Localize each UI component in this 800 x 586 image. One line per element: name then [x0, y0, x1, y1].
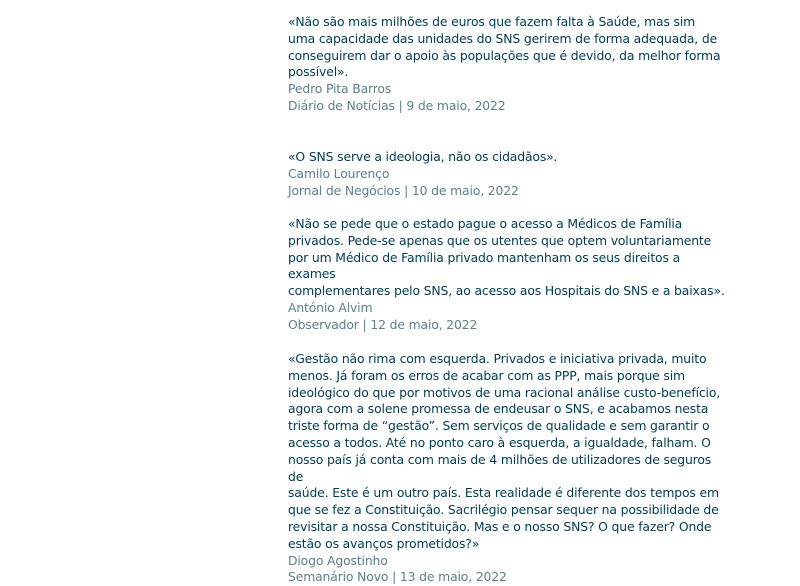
quote-text: «Não se pede que o estado pague o acesso a Médicos de Família privados. Pede-se apenas que os utentes que optem voluntariamente por um Médico de Família privado mantenham os seus direitos a exames complementares pelo SNS, ao acesso aos Hospitais do SNS e a baixas».: [288, 216, 725, 299]
quote-author: Diogo Agostinho: [288, 552, 388, 568]
quote-block: [288, 216, 728, 334]
quote-text: «Não são mais milhões de euros que fazem falta à Saúde, mas sim uma capacidade das unidades do SNS gerirem de forma adequada, de conseguirem dar o apoio às populações que é devido, da melhor forma possível».: [288, 14, 721, 80]
quote-source: Semanário Novo | 13 de maio, 2022: [288, 569, 507, 585]
quote-text: «O SNS serve a ideologia, não os cidadãos».: [288, 149, 558, 164]
quote-author: António Alvim: [288, 299, 373, 315]
quote-block: [288, 149, 557, 199]
quote-author: Camilo Lourenço: [288, 165, 390, 181]
quote-author: Pedro Pita Barros: [288, 81, 392, 97]
quote-block: [288, 14, 720, 115]
quote-block: [288, 351, 728, 586]
quote-source: Jornal de Negócios | 10 de maio, 2022: [288, 182, 519, 198]
quote-source: Observador | 12 de maio, 2022: [288, 316, 478, 332]
quote-source: Diário de Notícias | 9 de maio, 2022: [288, 97, 506, 113]
quote-text: «Gestão não rima com esquerda. Privados e iniciativa privada, muito menos. Já foram os erros de acabar com as PPP, mais porque sim ideológico do que por motivos de uma racional análise custo-benefício, agora com a solene promessa de endeusar o SNS, e acabamos nesta triste forma de “gestão”. Sem serviços de qualidade e sem garantir o acesso a todos. Até no ponto caro à esquerda, a igualdade, falham. O nosso país já conta com mais de 4 milhões de utilizadores de seguros de saúde. Este é um outro país. Esta realidade é diferente dos tempos em que se fez a Constituição. Sacrilégio pensar sequer na possibilidade de revisitar a nossa Constituição. Mas e o nosso SNS? O que fazer? Onde estão os avanços prometidos?»: [288, 351, 721, 551]
